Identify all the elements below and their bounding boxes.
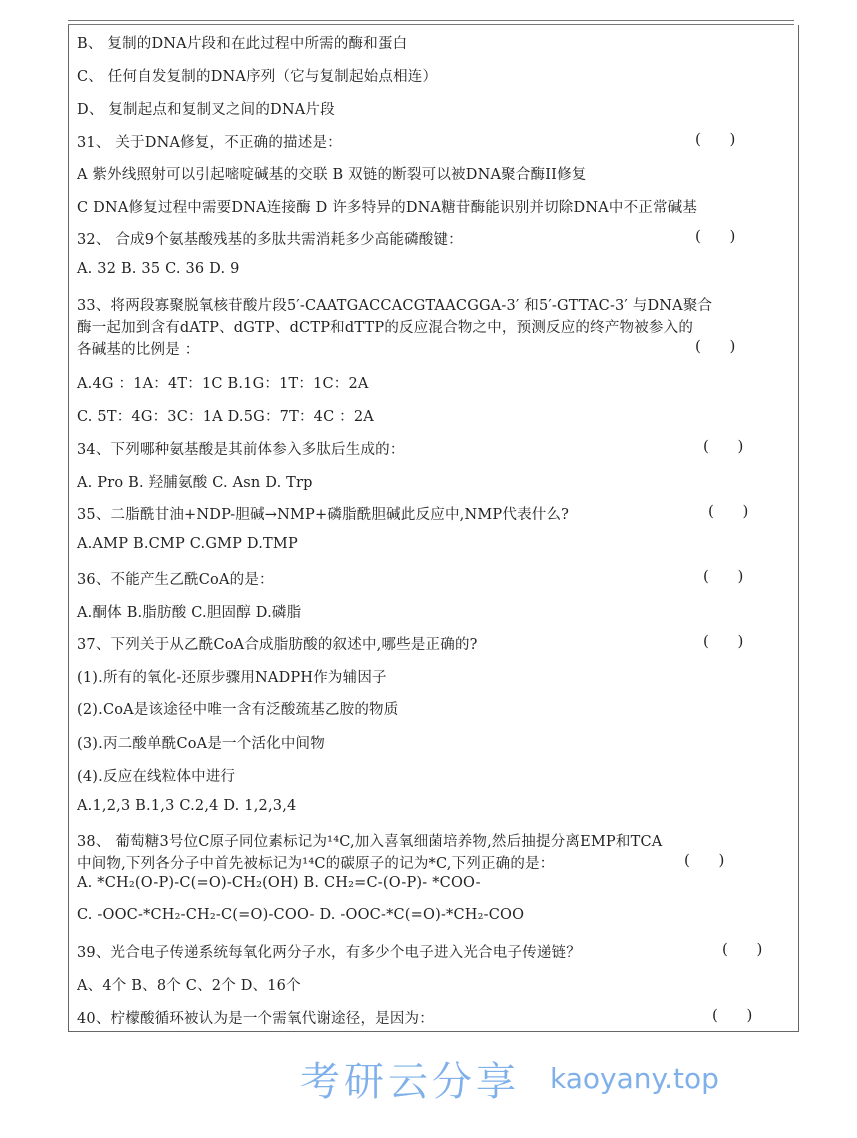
text-line: A.4G ：1A：4T：1C B.1G：1T：1C：2A [77,376,369,392]
watermark [300,1050,719,1107]
text-line: 36、不能产生乙酰CoA的是： [77,572,274,588]
text-line: A.AMP B.CMP C.GMP D.TMP [77,536,298,552]
text-line: A.酮体 B.脂肪酸 C.胆固醇 D.磷脂 [77,605,302,621]
text-line: (1).所有的氧化-还原步骤用NADPH作为辅因子 [77,670,387,686]
text-line: (4).反应在线粒体中进行 [77,769,236,785]
text-line: 38、 葡萄糖3号位C原子同位素标记为¹⁴C,加入喜氧细菌培养物,然后抽提分离EMP和TCA [77,834,663,850]
answer-blank: ( ) [708,502,749,520]
text-line: (3).丙二酸单酰CoA是一个活化中间物 [77,736,325,752]
text-line: 39、光合电子传递系统每氧化两分子水，有多少个电子进入光合电子传递链？ [77,945,581,961]
text-line: 中间物,下列各分子中首先被标记为¹⁴C的碳原子的记为*C,下列正确的是： [77,856,555,872]
text-line: D、 复制起点和复制叉之间的DNA片段 [77,102,335,118]
text-line: 31、 关于DNA修复，不正确的描述是： [77,135,342,151]
text-line: A. Pro B. 羟脯氨酸 C. Asn D. Trp [77,475,313,491]
text-line: A、4个 B、8个 C、2个 D、16个 [77,978,301,994]
text-line: 酶一起加到含有dATP、dGTP、dCTP和dTTP的反应混合物之中，预测反应的终产物被参入的 [77,320,694,336]
answer-blank: ( ) [684,851,725,869]
text-line: 34、下列哪种氨基酸是其前体参入多肽后生成的： [77,442,405,458]
text-line: 32、 合成9个氨基酸残基的多肽共需消耗多少高能磷酸键： [77,232,463,248]
text-line: C、 任何自发复制的DNA序列（它与复制起始点相连） [77,69,438,85]
text-line: 33、将两段寡聚脱氧核苷酸片段5′-CAATGACCACGTAACGGA-3′ 和5′-GTTAC-3′ 与DNA聚合 [77,298,713,314]
text-line: C. 5T：4G：3C：1A D.5G：7T：4C ：2A [77,409,374,425]
text-line: C DNA修复过程中需要DNA连接酶 D 许多特异的DNA糖苷酶能识别并切除DNA中不正常碱基 [77,200,698,216]
text-line: 35、二脂酰甘油+NDP-胆碱→NMP+磷脂酰胆碱此反应中,NMP代表什么? [77,507,570,523]
text-line: A.1,2,3 B.1,3 C.2,4 D. 1,2,3,4 [77,798,297,814]
text-line: A. 32 B. 35 C. 36 D. 9 [77,261,240,277]
answer-blank: ( ) [712,1006,753,1024]
watermark-text: 考研云分享 [300,1059,520,1105]
text-line: A 紫外线照射可以引起嘧啶碱基的交联 B 双链的断裂可以被DNA聚合酶II修复 [77,167,587,183]
answer-blank: ( ) [695,130,736,148]
text-line: A. *CH₂(O-P)-C(=O)-CH₂(OH) B. CH₂=C-(O-P)- *COO- [77,875,481,891]
text-line: 各碱基的比例是 ： [77,342,200,358]
answer-blank: ( ) [703,567,744,585]
answer-blank: ( ) [722,940,763,958]
answer-blank: ( ) [695,337,736,355]
text-line: (2).CoA是该途径中唯一含有泛酸巯基乙胺的物质 [77,702,399,718]
text-line: C. -OOC-*CH₂-CH₂-C(=O)-COO- D. -OOC-*C(=O)-*CH₂-COO [77,907,525,923]
watermark-url: kaoyany.top [550,1062,719,1095]
answer-blank: ( ) [703,437,744,455]
text-line: B、 复制的DNA片段和在此过程中所需的酶和蛋白 [77,36,408,52]
answer-blank: ( ) [695,227,736,245]
answer-blank: ( ) [703,632,744,650]
text-line: 40、柠檬酸循环被认为是一个需氧代谢途径，是因为： [77,1011,434,1027]
text-line: 37、下列关于从乙酰CoA合成脂肪酸的叙述中,哪些是正确的? [77,637,478,653]
